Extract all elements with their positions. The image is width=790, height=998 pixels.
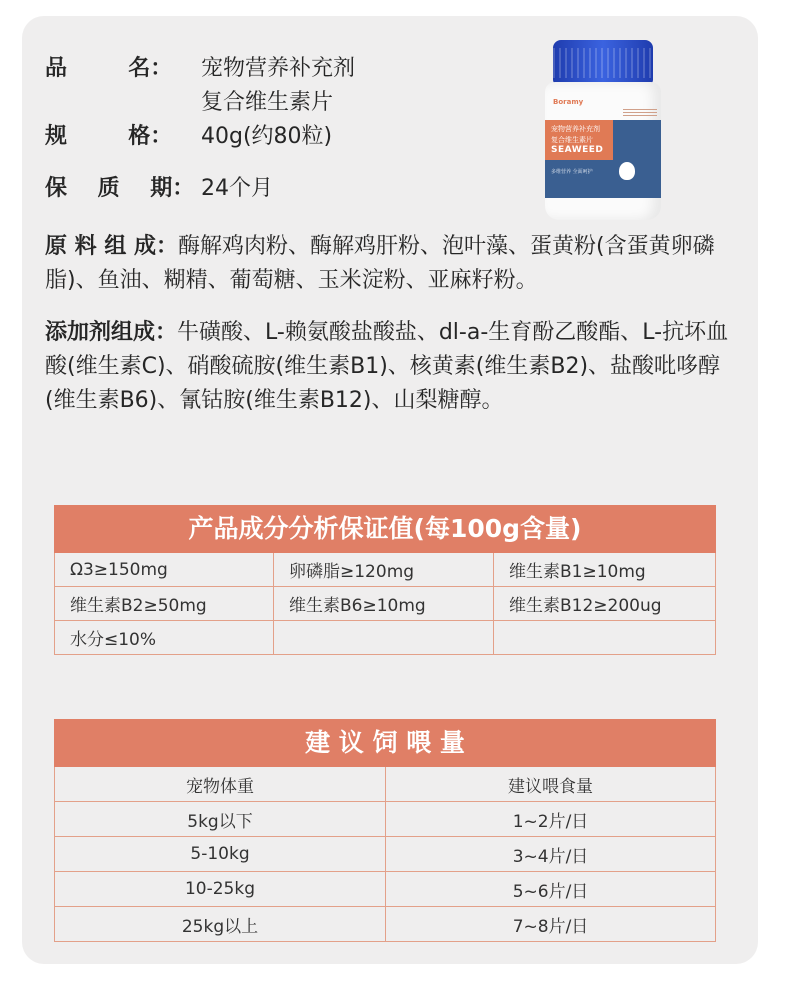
table-cell: 1~2片/日	[386, 802, 716, 837]
table-cell: 卵磷脂≥120mg	[274, 553, 494, 587]
spec-value: 40g(约80粒)	[201, 124, 333, 149]
spec-label: 规 格：	[45, 124, 173, 149]
additives-paragraph	[45, 316, 735, 418]
bottle-text-4: 多维营养 全面呵护	[551, 169, 593, 175]
table-cell: 5kg以下	[55, 802, 386, 837]
shelf-life-label: 保 质 期：	[45, 176, 195, 201]
product-bottle-image	[545, 40, 661, 220]
additives-label: 添加剂组成：	[45, 320, 178, 345]
table-row	[55, 872, 716, 907]
column-header-amount: 建议喂食量	[386, 767, 716, 802]
name-value-line2: 复合维生素片	[201, 90, 334, 115]
table-row	[55, 621, 716, 655]
feeding-table	[54, 719, 716, 942]
table-cell: Ω3≥150mg	[55, 553, 274, 587]
bottle-cap	[553, 40, 653, 84]
additives-value: 牛磺酸、L-赖氨酸盐酸盐、dl-a-生育酚乙酸酯、L-抗坏血酸(维生素C)、硝酸硫胺(维生素B1)、核黄素(维生素B2)、盐酸吡哆醇(维生素B6)、氰钴胺(维生素B12)、山梨糖醇。	[45, 320, 729, 413]
table-cell: 25kg以上	[55, 907, 386, 942]
ingredients-value: 酶解鸡肉粉、酶解鸡肝粉、泡叶藻、蛋黄粉(含蛋黄卵磷脂)、鱼油、糊精、葡萄糖、玉米淀粉、亚麻籽粉。	[45, 234, 715, 293]
bottle-text-2: 复合维生素片	[551, 136, 593, 144]
bottle-brand: Boramy	[553, 98, 584, 106]
table-cell: 维生素B1≥10mg	[494, 553, 716, 587]
analysis-table	[54, 505, 716, 655]
shelf-life-row	[45, 172, 273, 206]
name-label: 品 名：	[45, 56, 173, 81]
table-row	[55, 587, 716, 621]
ingredients-paragraph	[45, 230, 735, 298]
analysis-table-title: 产品成分分析保证值(每100g含量)	[55, 506, 716, 553]
name-row	[45, 52, 355, 120]
table-cell	[274, 621, 494, 655]
shelf-life-value: 24个月	[201, 176, 273, 201]
table-row	[55, 837, 716, 872]
feeding-table-title: 建 议 饲 喂 量	[55, 720, 716, 767]
bottle-text-3: SEAWEED	[551, 145, 604, 155]
table-cell: 10-25kg	[55, 872, 386, 907]
table-cell: 5-10kg	[55, 837, 386, 872]
spec-row	[45, 120, 332, 154]
table-cell: 3~4片/日	[386, 837, 716, 872]
pet-face-icon	[619, 162, 635, 180]
table-header-row	[55, 767, 716, 802]
name-value-line1: 宠物营养补充剂	[201, 56, 356, 81]
column-header-weight: 宠物体重	[55, 767, 386, 802]
table-row	[55, 907, 716, 942]
table-cell: 维生素B2≥50mg	[55, 587, 274, 621]
table-cell	[494, 621, 716, 655]
table-row	[55, 553, 716, 587]
bottle-text-1: 宠物营养补充剂	[551, 125, 600, 133]
table-cell: 7~8片/日	[386, 907, 716, 942]
table-row	[55, 802, 716, 837]
bottle-side-text	[623, 108, 657, 116]
table-cell: 水分≤10%	[55, 621, 274, 655]
ingredients-label: 原 料 组 成：	[45, 234, 178, 259]
table-cell: 维生素B6≥10mg	[274, 587, 494, 621]
table-cell: 维生素B12≥200ug	[494, 587, 716, 621]
table-cell: 5~6片/日	[386, 872, 716, 907]
